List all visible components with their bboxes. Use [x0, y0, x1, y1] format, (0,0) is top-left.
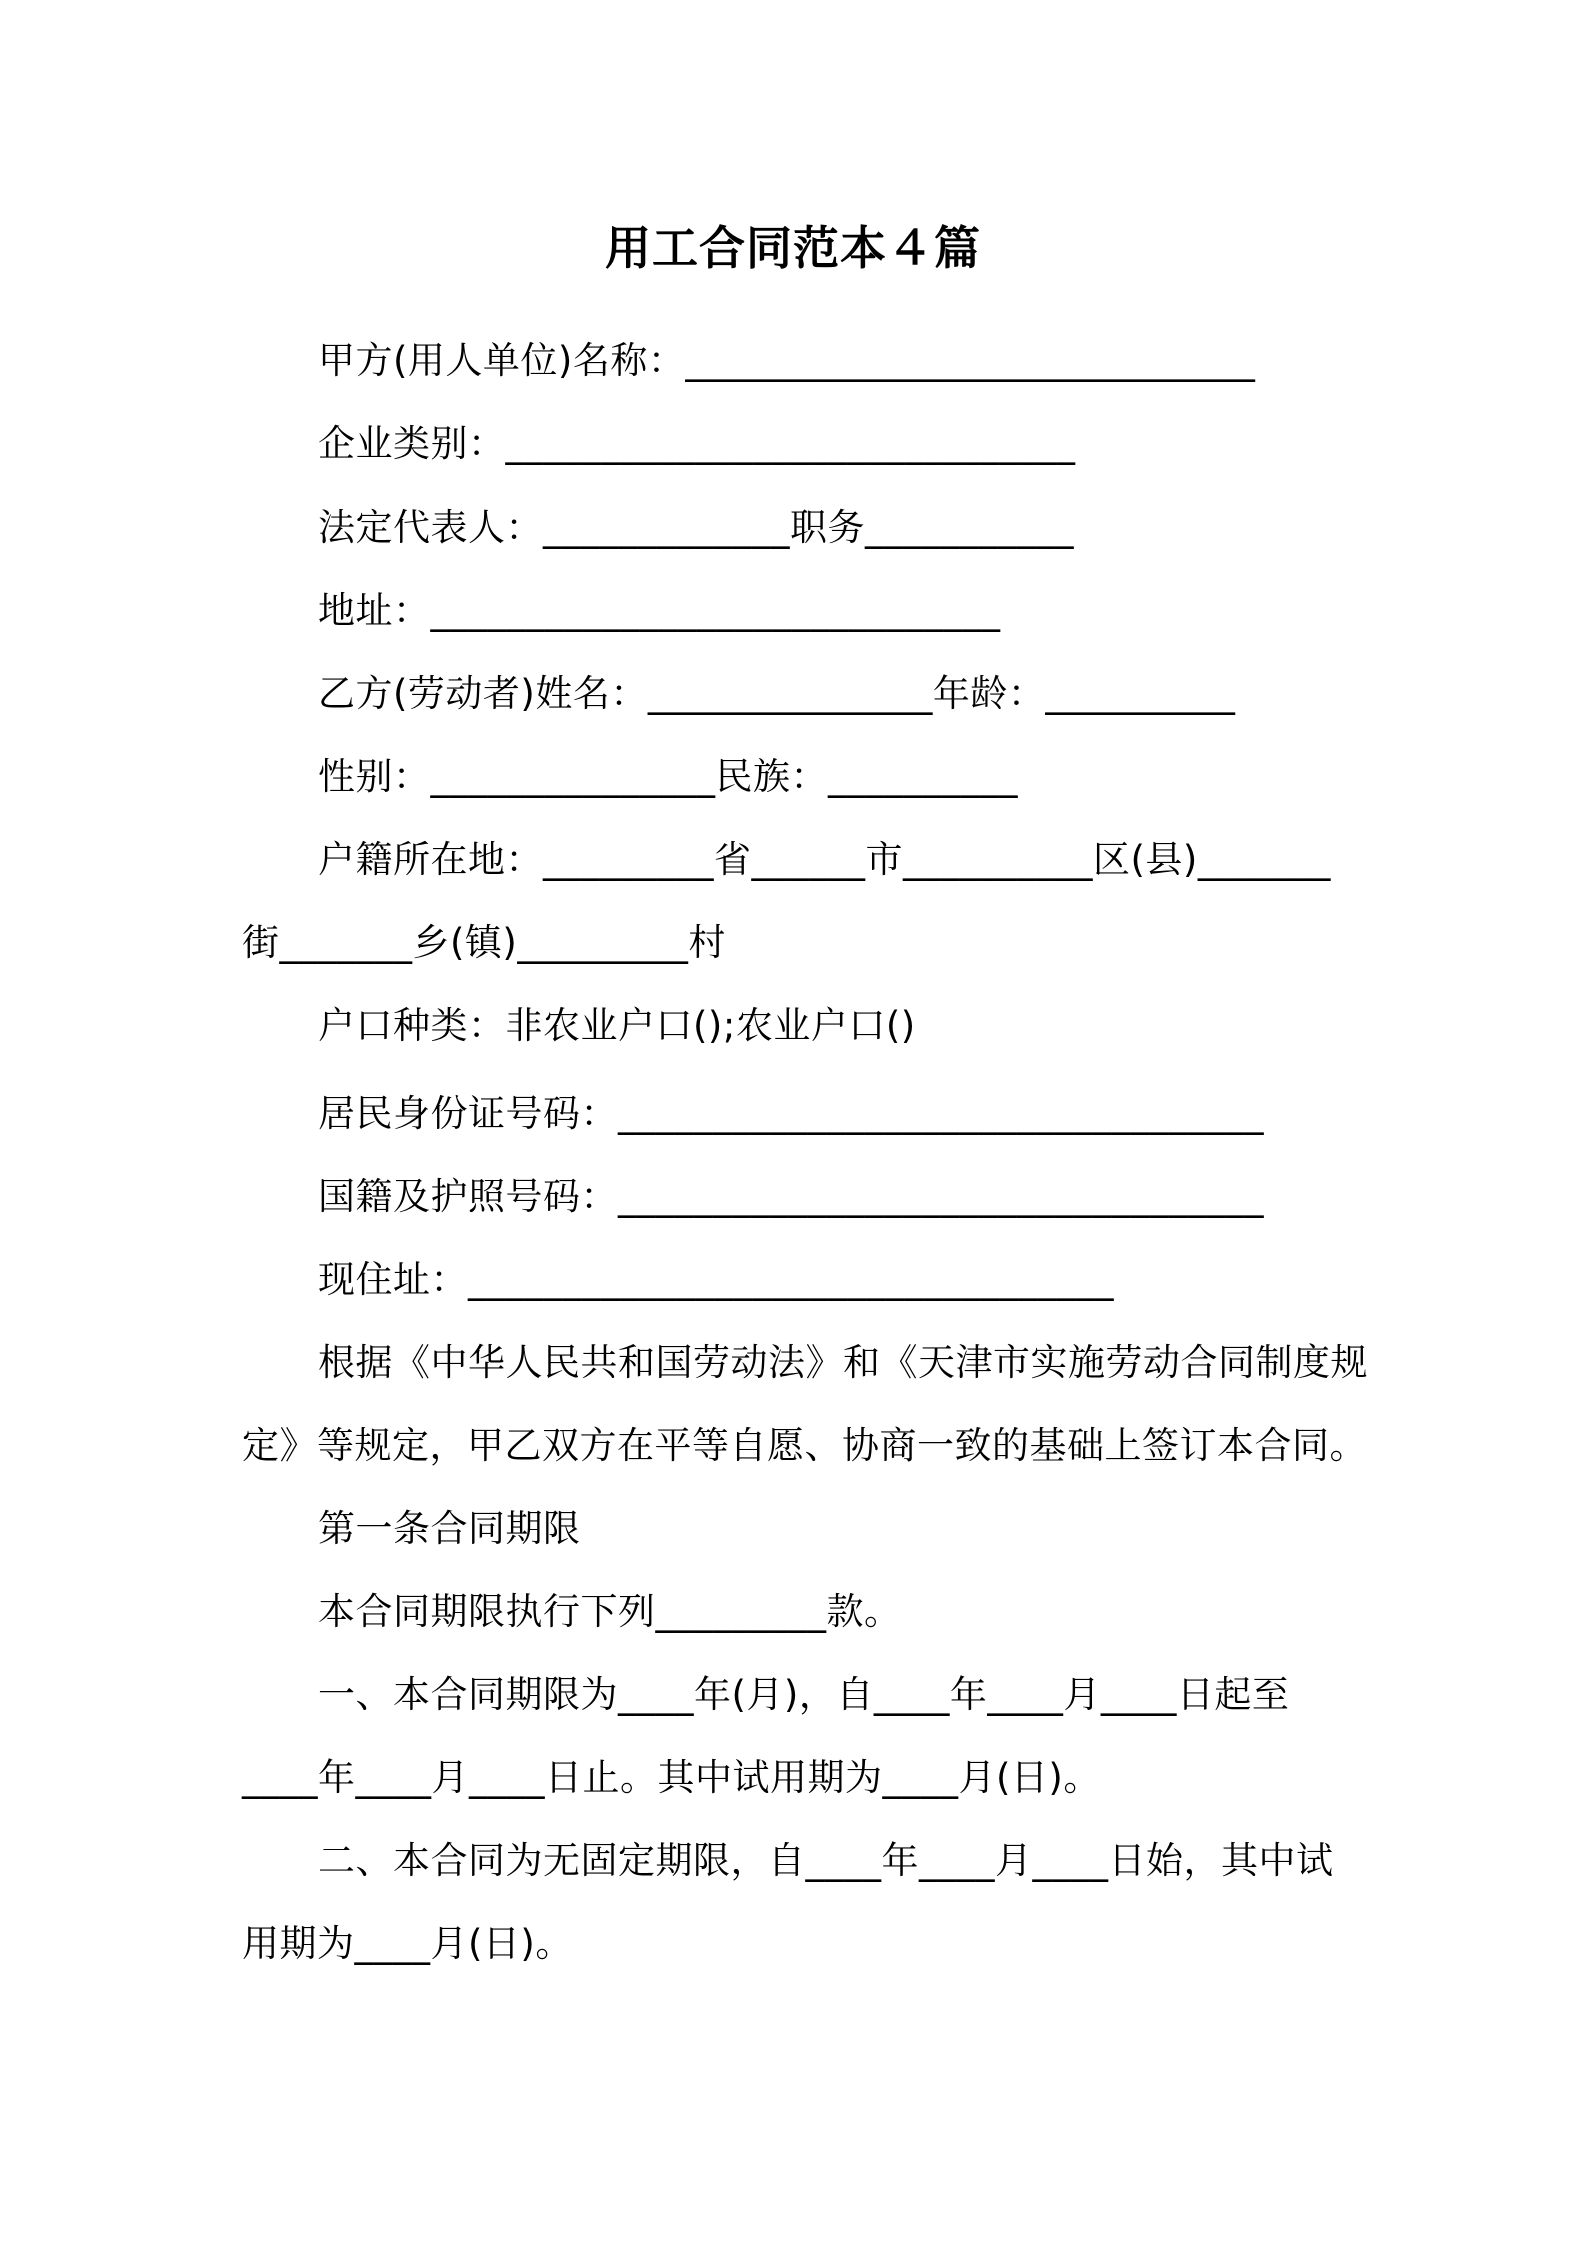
id-number-line: 居民身份证号码：__________________________________: [318, 1092, 1264, 1135]
open-term-line-2: 用期为____月(日)。: [242, 1922, 573, 1965]
enterprise-type-line: 企业类别：______________________________: [318, 422, 1076, 465]
employer-name-line: 甲方(用人单位)名称：______________________________: [318, 339, 1256, 382]
open-term-line-1: 二、本合同为无固定期限，自____年____月____日始，其中试: [318, 1839, 1334, 1882]
passport-number-line: 国籍及护照号码：__________________________________: [318, 1175, 1264, 1218]
household-type-line: 户口种类：非农业户口();农业户口(): [318, 1004, 916, 1047]
employee-name-line: 乙方(劳动者)姓名：_______________年龄：__________: [318, 672, 1236, 715]
household-location-line: 户籍所在地：_________省______市__________区(县)_______: [318, 838, 1331, 881]
article-one-heading: 第一条合同期限: [318, 1507, 581, 1550]
fixed-term-line-2: ____年____月____日止。其中试用期为____月(日)。: [242, 1756, 1101, 1799]
document-title: 用工合同范本４篇: [605, 221, 981, 275]
current-address-line: 现住址：__________________________________: [318, 1258, 1114, 1301]
address-line: 地址：______________________________: [318, 589, 1001, 632]
household-location-continued-line: 街_______乡(镇)_________村: [242, 921, 726, 964]
contract-term-selection-line: 本合同期限执行下列_________款。: [318, 1590, 902, 1633]
basis-paragraph-line-2: 定》等规定，甲乙双方在平等自愿、协商一致的基础上签订本合同。: [242, 1424, 1367, 1467]
fixed-term-line-1: 一、本合同期限为____年(月)，自____年____月____日起至: [318, 1673, 1290, 1716]
gender-ethnicity-line: 性别：_______________民族：__________: [318, 755, 1018, 798]
basis-paragraph-line-1: 根据《中华人民共和国劳动法》和《天津市实施劳动合同制度规: [318, 1341, 1368, 1384]
legal-representative-line: 法定代表人：_____________职务___________: [318, 506, 1074, 549]
